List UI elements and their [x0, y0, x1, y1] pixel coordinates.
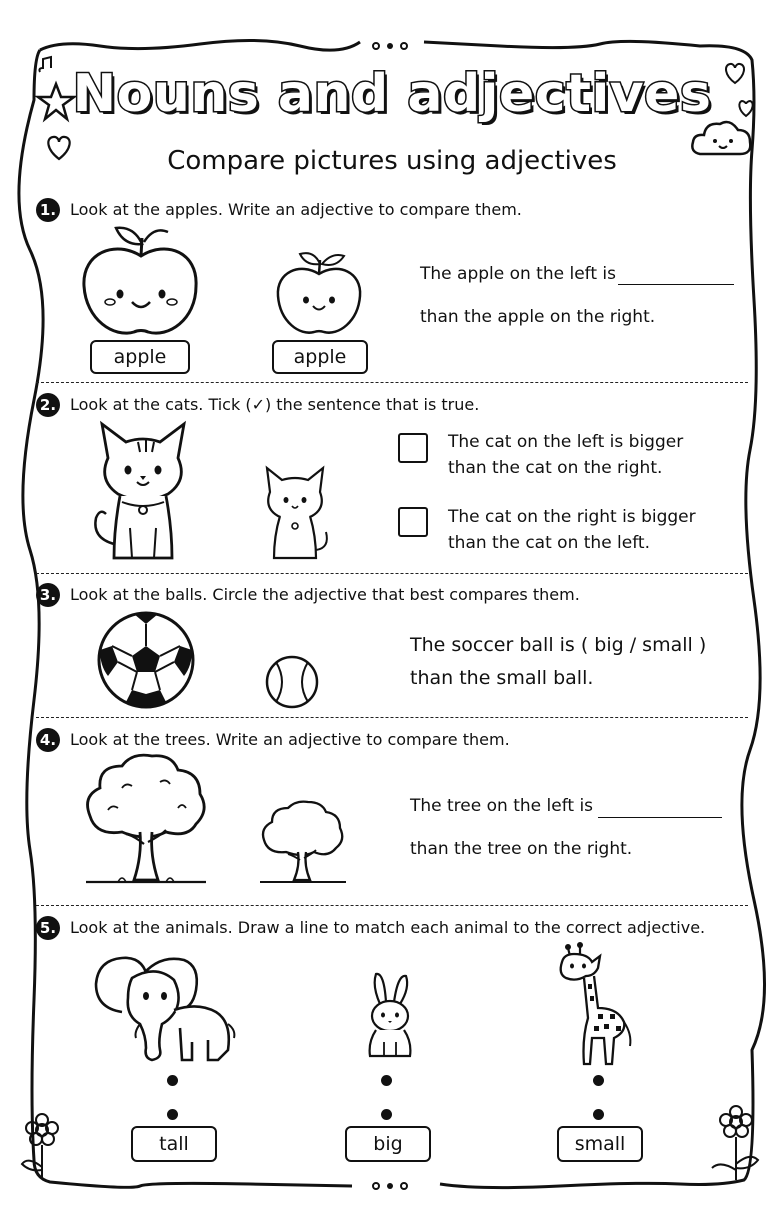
match-dot-adjective[interactable]: [381, 1109, 392, 1120]
option-text: than the cat on the left.: [448, 533, 650, 553]
tick-box-2[interactable]: [398, 507, 428, 537]
sentence-line: than the small ball.: [410, 667, 594, 689]
small-apple-icon: [274, 248, 364, 344]
adjective-label: small: [557, 1126, 643, 1162]
option-text: than the cat on the right.: [448, 458, 663, 478]
sentence-line: than the tree on the right.: [410, 839, 633, 859]
question-instruction: Look at the apples. Write an adjective to compare them.: [70, 200, 522, 219]
sentence-line: The soccer ball is ( big / small ): [410, 634, 707, 656]
section-divider: [36, 905, 748, 906]
rabbit-icon: [362, 970, 418, 1062]
match-dot-adjective[interactable]: [167, 1109, 178, 1120]
apple-label: apple: [272, 340, 368, 374]
sentence-line: The apple on the left is: [420, 264, 617, 284]
flower-icon: [18, 1112, 78, 1182]
match-dot-animal[interactable]: [381, 1075, 392, 1086]
adjective-label: tall: [131, 1126, 217, 1162]
small-ball-icon: [264, 654, 320, 710]
answer-blank[interactable]: [618, 284, 734, 285]
section-divider: [36, 717, 748, 718]
question-instruction: Look at the trees. Write an adjective to compare them.: [70, 730, 510, 749]
question-number: 1.: [36, 198, 60, 222]
big-apple-icon: [76, 220, 206, 350]
small-cat-icon: [260, 466, 330, 562]
answer-blank[interactable]: [598, 817, 722, 818]
giraffe-icon: [554, 942, 638, 1068]
page-title: Nouns and adjectives: [72, 64, 712, 124]
tick-box-1[interactable]: [398, 433, 428, 463]
match-dot-animal[interactable]: [167, 1075, 178, 1086]
big-cat-icon: [88, 418, 198, 564]
section-divider: [36, 573, 748, 574]
flower-icon: [706, 1104, 766, 1184]
big-tree-icon: [82, 752, 212, 888]
question-instruction: Look at the animals. Draw a line to match each animal to the correct adjective.: [70, 918, 706, 937]
sentence-line: The tree on the left is: [410, 796, 594, 816]
small-tree-icon: [258, 800, 348, 886]
apple-label: apple: [90, 340, 190, 374]
sentence-line: than the apple on the right.: [420, 307, 656, 327]
question-instruction: Look at the balls. Circle the adjective that best compares them.: [70, 585, 580, 604]
match-dot-animal[interactable]: [593, 1075, 604, 1086]
question-number: 5.: [36, 916, 60, 940]
section-divider: [36, 382, 748, 383]
page-subtitle: Compare pictures using adjectives: [167, 146, 617, 176]
question-instruction: Look at the cats. Tick (✓) the sentence that is true.: [70, 395, 480, 414]
option-text: The cat on the left is bigger: [448, 432, 684, 452]
question-number: 2.: [36, 393, 60, 417]
adjective-label: big: [345, 1126, 431, 1162]
question-number: 3.: [36, 583, 60, 607]
option-text: The cat on the right is bigger: [448, 507, 696, 527]
soccer-ball-icon: [96, 610, 196, 710]
match-dot-adjective[interactable]: [593, 1109, 604, 1120]
elephant-icon: [88, 950, 238, 1066]
question-number: 4.: [36, 728, 60, 752]
